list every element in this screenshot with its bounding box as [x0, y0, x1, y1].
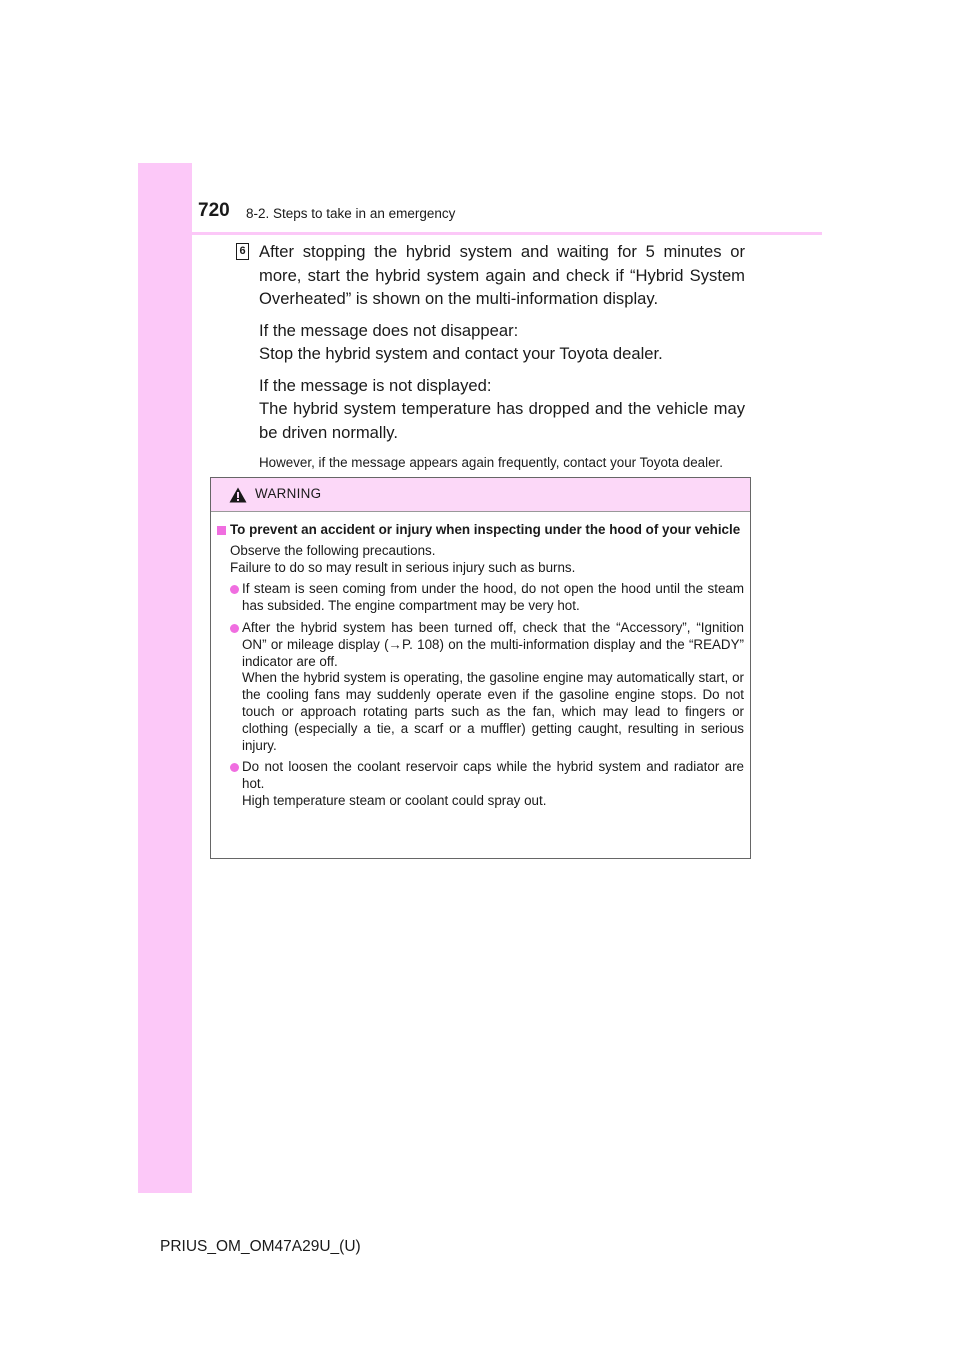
circle-bullet-icon [230, 585, 239, 594]
warning-bullet-part: When the hybrid system is operating, the gasoline engine may automatically start, or the cooling fans may suddenly operate even if the gasoline engine stops. Do not touch or approach rotating parts such as the fan, which may lead to fingers or clothing (especially a tie, a scarf or a muffler) getting caught, resulting in serious injury. [242, 670, 744, 753]
warning-triangle-icon [229, 487, 247, 503]
warning-heading-text: To prevent an accident or injury when inspecting under the hood of your vehicle [230, 522, 741, 537]
step-condition-label: If the message does not disappear: [259, 320, 519, 340]
square-bullet-icon [217, 526, 226, 535]
step-instruction: Stop the hybrid system and contact your Toyota dealer. [259, 344, 663, 363]
circle-bullet-icon [230, 763, 239, 772]
warning-header [211, 478, 750, 512]
warning-intro [217, 543, 744, 577]
warning-box [210, 477, 751, 859]
warning-bullet-text [242, 759, 744, 809]
step-note: However, if the message appears again frequently, contact your Toyota dealer. [259, 455, 723, 470]
circle-bullet-icon [230, 624, 239, 633]
warning-intro-line: Failure to do so may result in serious injury such as burns. [230, 559, 576, 575]
step-text [259, 240, 745, 472]
page-number: 720 [198, 200, 230, 221]
step-condition-label: If the message is not displayed: [259, 375, 492, 395]
warning-bullet [217, 581, 744, 615]
warning-bullet [217, 759, 744, 809]
step-paragraph: After stopping the hybrid system and waiting for 5 minutes or more, start the hybrid system again and check if “Hybrid System Overheated” is shown on the multi-information display. [259, 242, 745, 308]
header-rule [192, 232, 822, 235]
step-number-box: 6 [236, 243, 249, 260]
section-title: 8-2. Steps to take in an emergency [246, 206, 456, 221]
side-tab-band [138, 163, 192, 1193]
warning-bullet-part: Do not loosen the coolant reservoir caps while the hybrid system and radiator are hot. [242, 759, 744, 792]
warning-bullet-text [242, 620, 744, 754]
step-instruction: The hybrid system temperature has dropped and the vehicle may be driven normally. [259, 399, 745, 442]
warning-intro-line: Observe the following precautions. [230, 542, 436, 558]
warning-bullet [217, 620, 744, 754]
warning-heading [217, 522, 744, 539]
document-code: PRIUS_OM_OM47A29U_(U) [160, 1238, 361, 1255]
warning-title: WARNING [255, 486, 322, 501]
warning-body [211, 512, 750, 810]
warning-bullet-text: If steam is seen coming from under the hood, do not open the hood until the steam has subsided. The engine compartment may be very hot. [242, 581, 744, 614]
warning-bullet-part: After the hybrid system has been turned off, check that the “Accessory”, “Ignition ON” or mileage display (→P. 108) on the multi-information display and the “READY” indicator are off. [242, 619, 744, 669]
warning-bullet-part: High temperature steam or coolant could spray out. [242, 792, 547, 808]
